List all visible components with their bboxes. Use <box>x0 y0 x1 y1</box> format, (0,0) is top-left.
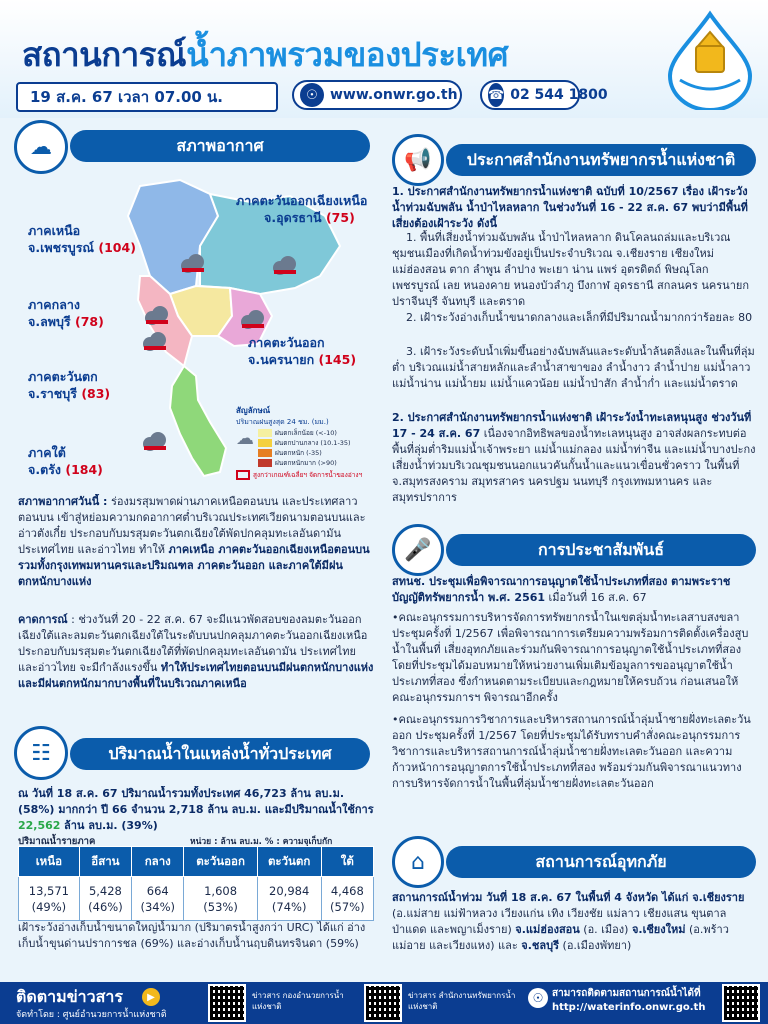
region-label-east: ภาคตะวันออก จ.นครนายก (145) <box>248 335 357 367</box>
water-heading: ปริมาณน้ำในแหล่งน้ำทั่วประเทศ <box>70 738 370 770</box>
qr-code-icon[interactable] <box>722 984 760 1022</box>
announce-item-2: 2. เฝ้าระวังอ่างเก็บน้ำขนาดกลางและเล็กที่มีปริมาณน้ำมากกว่าร้อยละ 80 <box>406 311 753 324</box>
table-header-row <box>19 847 374 877</box>
column-header: อีสาน <box>79 847 131 877</box>
table-cell: 4,468 (57%) <box>321 877 373 921</box>
column-header: กลาง <box>132 847 184 877</box>
table-cell: 1,608 (53%) <box>184 877 257 921</box>
region-label-west: ภาคตะวันตก จ.ราชบุรี (83) <box>28 369 111 401</box>
warning-swatch <box>236 470 250 480</box>
flood-house-icon: ⌂ <box>392 836 444 888</box>
table-caption: ปริมาณน้ำรายภาค <box>18 836 96 847</box>
water-summary: ณ วันที่ 18 ส.ค. 67 ปริมาณน้ำรวมทั้งประเทศ 46,723 ล้าน ลบ.ม. (58%) มากกว่า ปี 66 จำนวน 2,718 ล้าน ลบ.ม. และมีปริมาณน้ำใช้การ 22,562 ล้าน ลบ.ม. (39%) <box>18 787 374 832</box>
qr1-label: ข่าวสาร กองอำนวยการน้ำแห่งชาติ <box>252 991 344 1011</box>
qr-code-icon[interactable] <box>364 984 402 1022</box>
rain-cloud-legend-icon: ☁ <box>236 428 254 449</box>
footer-follow: ติดตามข่าวสาร <box>16 987 123 1006</box>
footer-track: สามารถติดตามสถานการณ์น้ำได้ที่ <box>552 988 701 999</box>
region-label-northeast: ภาคตะวันออกเฉียงเหนือ จ.อุดรธานี (75) <box>236 193 368 225</box>
page-title: สถานการณ์น้ำภาพรวมของประเทศ <box>22 35 509 74</box>
pr-heading: การประชาสัมพันธ์ <box>446 534 756 566</box>
megaphone-icon: 📢 <box>392 134 444 186</box>
table-cell: 5,428 (46%) <box>79 877 131 921</box>
table-cell: 664 (34%) <box>132 877 184 921</box>
announce-heading: ประกาศสำนักงานทรัพยากรน้ำแห่งชาติ <box>446 144 756 176</box>
phone-icon: ☎ <box>488 83 504 107</box>
reservoir-watch-note: เฝ้าระวังอ่างเก็บน้ำขนาดใหญ่น้ำมาก (ปริมาตรน้ำสูงกว่า URC) ได้แก่ อ่างเก็บน้ำขุนด่านปราการชล (69%) และอ่างเก็บน้ำนฤบดินทรจินดา (59%) <box>18 921 366 950</box>
column-header: ตะวันออก <box>184 847 257 877</box>
website-link[interactable]: ☉ www.onwr.go.th <box>292 80 462 110</box>
region-label-central: ภาคกลาง จ.ลพบุรี (78) <box>28 297 104 329</box>
legend-swatch <box>258 459 272 467</box>
rain-legend: สัญลักษณ์ ปริมาณฝนสูงสุด 24 ชม. (มม.) ☁ ฝนตกเล็กน้อย (<-10) ฝนตกปานกลาง (10.1-35) ฝนตกหนัก (-35) ฝนตกหนักมาก (>90) สูงกว่าเกณฑ์เฉลี่ยฯ จัดการน้ำของอ่างฯ <box>236 406 363 479</box>
microphone-icon: 🎤 <box>392 524 444 576</box>
phone-link[interactable]: ☎ 02 544 1800 <box>480 80 580 110</box>
qr-code-icon[interactable] <box>208 984 246 1022</box>
announce-p1-title: 1. ประกาศสำนักงานทรัพยากรน้ำแห่งชาติ ฉบับที่ 10/2567 เรื่อง เฝ้าระวังน้ำท่วมฉับพลัน น้ำป่าไหลหลาก ในช่วงวันที่ 16 - 22 ส.ค. 67 พบว่ามีพื้นที่เสี่ยงต้องเฝ้าระวัง ดังนี้ <box>392 185 748 230</box>
weather-heading: สภาพอากาศ <box>70 130 370 162</box>
legend-swatch <box>258 429 272 437</box>
column-header: ใต้ <box>321 847 373 877</box>
table-row <box>19 877 374 921</box>
map-region-south <box>170 366 226 476</box>
column-header: ตะวันตก <box>257 847 321 877</box>
disaster-text: สถานการณ์น้ำท่วม วันที่ 18 ส.ค. 67 ในพื้นที่ 4 จังหวัด ได้แก่ จ.เชียงราย (อ.แม่สาย แม่ฟ้าหลวง เวียงแก่น เทิง เวียงชัย แม่ลาว เชียงแสน ขุนตาล ป่าแดด และพญาเม็งราย) จ.แม่ฮ่องสอน (อ. เมือง) จ.เชียงใหม่ (อ.พร้าว แม่อาย และเวียงแหง) และ จ.ชลบุรี (อ.เมืองพัทยา) <box>392 891 745 952</box>
announce-item-3: 3. เฝ้าระวังระดับน้ำเพิ่มขึ้นอย่างฉับพลันและระดับน้ำล้นตลิ่งและในพื้นที่ลุ่มต่ำ บริเวณแม่น้ำสายหลักและลำน้ำสาขาของ ลำน้ำงาว ลำน้ำปาย แม่น้ำลาว แม่น้ำน่าน แม่น้ำยม แม่น้ำแควน้อย แม่น้ำป่าสัก ลำน้ำก่ำ และแม่น้ำตราด <box>392 345 755 390</box>
region-label-north: ภาคเหนือ จ.เพชรบูรณ์ (104) <box>28 223 136 255</box>
disaster-heading: สถานการณ์อุทกภัย <box>446 846 756 878</box>
legend-swatch <box>258 449 272 457</box>
dam-icon: ☷ <box>14 726 68 780</box>
qr2-label: ข่าวสาร สำนักงานทรัพยากรน้ำแห่งชาติ <box>408 991 516 1011</box>
onwr-logo-icon <box>660 10 760 110</box>
weather-forecast-text: คาดการณ์ : ช่วงวันที่ 20 - 22 ส.ค. 67 จะมีแนวพัดสอบของลมตะวันออกเฉียงใต้และลมตะวันตกเฉียงใต้ในระดับบนปกคลุมภาคตะวันออกเฉียงเหนือ ประกอบกับมรสุมตะวันตกเฉียงใต้ที่พัดปกคลุมทะเลอันดามัน ประเทศไทย และอ่าวไทย จะมีกำลังแรงขึ้น ทำให้ประเทศไทยตอนบนมีฝนตกหนักบางแห่ง และมีฝนตกหนักมากบางพื้นที่ในบริเวณภาคเหนือ <box>18 613 374 690</box>
date-badge: 19 ส.ค. 67 เวลา 07.00 น. <box>16 82 278 112</box>
column-header: เหนือ <box>19 847 80 877</box>
announce-item-1: 1. พื้นที่เสี่ยงน้ำท่วมฉับพลัน น้ำป่าไหลหลาก ดินโคลนถล่มและบริเวณชุมชนเมืองที่เกิดน้ำท่วมขังอยู่เป็นประจำบริเวณ จ.เชียงราย เชียงใหม่ แม่ฮ่องสอน ตาก ลำพูน ลำปาง พะเยา น่าน แพร่ อุตรดิตถ์ พิษณุโลก เพชรบูรณ์ เลย หนองคาย หนองบัวลำภู บึงกาฬ อุดรธานี สกลนคร นครนายก ปราจีนบุรี จันทบุรี และตราด <box>392 231 749 308</box>
table-cell: 13,571 (49%) <box>19 877 80 921</box>
region-label-south: ภาคใต้ จ.ตรัง (184) <box>28 445 103 477</box>
legend-swatch <box>258 439 272 447</box>
globe-icon: ☉ <box>528 988 548 1008</box>
footer-by: จัดทำโดย : ศูนย์อำนวยการน้ำแห่งชาติ <box>16 1010 167 1020</box>
globe-icon: ☉ <box>300 83 324 107</box>
weather-cloud-sun-icon: ☁ <box>14 120 68 174</box>
table-cell: 20,984 (74%) <box>257 877 321 921</box>
table-unit: หน่วย : ล้าน ลบ.ม. % : ความจุเก็บกัก <box>190 837 333 847</box>
play-icon[interactable]: ▶ <box>142 988 160 1006</box>
pr-bullet-1: •คณะอนุกรรมการบริหารจัดการทรัพยากรน้ำในเขตลุ่มน้ำทะเลสาบสงขลา ประชุมครั้งที่ 1/2567 เพื่อพิจารณาการเตรียมความพร้อมการติดตั้งเครื่องสูบน้ำในพื้นที่ เสี่ยงอุทกภัยและร่วมกันพิจารณาการอนุญาตใช้น้ำประเภทที่สองโดยที่ประชุมได้มอบหมายให้หน่วยงานเพิ่มเติมข้อมูลการขออนุญาตใช้น้ำประเภทที่สอง ซึ่งกำหนดตามระเบียบและกฎหมายให้ครบถ้วน ก่อนเสนอให้คณะอนุกรรมการฯ พิจารณาอีกครั้ง <box>392 611 749 704</box>
announce-p2: 2. ประกาศสำนักงานทรัพยากรน้ำแห่งชาติ เฝ้าระวังน้ำทะเลหนุนสูง ช่วงวันที่ 17 - 24 ส.ค. 67 เนื่องจากอิทธิพลของน้ำทะเลหนุนสูง อาจส่งผลกระทบต่อพื้นที่ลุ่มต่ำริมแม่น้ำเจ้าพระยา แม่น้ำแม่กลอง แม่น้ำท่าจีน และแม่น้ำบางปะกง เสี่ยงน้ำท่วมบริเวณชุมชนนอกแนวคันกั้นน้ำและแนวเขื่อนชั่วคราว ในพื้นที่ จ.สมุทรสงคราม สมุทรสาคร นครปฐม นนทบุรี กรุงเทพมหานคร และสมุทรปราการ <box>392 411 756 504</box>
water-region-table <box>18 846 374 921</box>
pr-lead: สทนช. ประชุมเพื่อพิจารณาการอนุญาตใช้น้ำประเภทที่สอง ตามพระราชบัญญัติทรัพยากรน้ำ พ.ศ. 2561 เมื่อวันที่ 16 ส.ค. 67 <box>392 575 731 604</box>
footer-track-url[interactable]: http://waterinfo.onwr.go.th <box>552 1002 706 1013</box>
weather-today-text: สภาพอากาศวันนี้ : ร่องมรสุมพาดผ่านภาคเหนือตอนบน และประเทศลาวตอนบน เข้าสู่หย่อมความกดอากาศต่ำบริเวณประเทศเวียดนามตอนบนและอ่าวตังเกี๋ย ประกอบกับมรสุมตะวันตกเฉียงใต้พัดปกคลุมทะเลอันดามัน ประเทศไทย และอ่าวไทย ทำให้ ภาคเหนือ ภาคตะวันออกเฉียงเหนือตอนบน รวมทั้งกรุงเทพมหานครและปริมณฑล ภาคตะวันออก และภาคใต้มีฝนตกหนักบางแห่ง <box>18 495 370 588</box>
pr-bullet-2: •คณะอนุกรรมการวิชาการและบริหารสถานการณ์น้ำลุ่มน้ำชายฝั่งทะเลตะวันออก ประชุมครั้งที่ 1/2567 โดยที่ประชุมได้รับทราบคำสั่งคณะอนุกรรมการวิชาการและบริหารสถานการณ์น้ำลุ่มน้ำชายฝั่งทะเลตะวันออก และความก้าวหน้าการอนุญาตการใช้น้ำประเภทที่สอง พร้อมร่วมกันพิจารณาแนวทางการบริหารจัดการน้ำในพื้นที่ลุ่มน้ำชายฝั่งทะเลตะวันออก <box>392 713 751 790</box>
